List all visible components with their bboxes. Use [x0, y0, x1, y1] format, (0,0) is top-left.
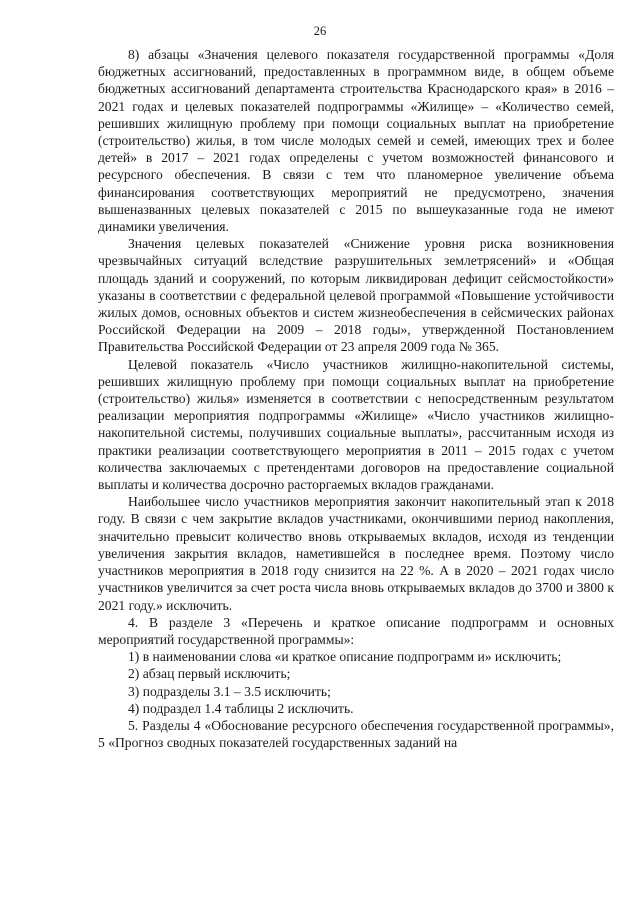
- page-number: 26: [313, 24, 327, 38]
- document-body: [98, 46, 614, 751]
- paragraph-section-4-5: 5. Разделы 4 «Обоснование ресурсного обеспечения государственной программы», 5 «Прогноз сводных показателей государственных заданий на: [98, 717, 614, 751]
- paragraph-section-3: 4. В разделе 3 «Перечень и краткое описание подпрограмм и основных мероприятий государственной программы»:: [98, 614, 614, 647]
- paragraph-1: 8) абзацы «Значения целевого показателя государственной программы «Доля бюджетных ассигнований, предоставленных в программном виде, в общем объеме бюджетных ассигнований департамента строительства Краснодарского края» в 2016 – 2021 годах и целевых показателей подпрограммы «Жилище» – «Количество семей, решивших жилищную проблему при помощи социальных выплат на приобретение (строительство) жилья, в том числе молодых семей и семей, имеющих трех и более детей» в 2017 – 2021 годах определены с учетом возможностей финансового и ресурсного обеспечения. В связи с тем что планомерное увеличение объема финансирования соответствующих мероприятий не предусмотрено, значения вышеназванных целевых показателей с 2015 по вышеуказанные года не имеют динамики увеличения.: [98, 47, 614, 235]
- paragraph-4: Наибольшее число участников мероприятия закончит накопительный этап к 2018 году. В связи с чем закрытие вкладов участниками, окончившими период накопления, значительно превысит количество вновь открываемых вкладов, исходя из тенденции увеличения закрытия вкладов, наметившейся в последнее время. Поэтому число участников мероприятия в 2018 году снизится на 22 %. А в 2020 – 2021 годах число участников увеличится за счет роста числа вновь открываемых вкладов до 3700 и 3800 к 2021 году.» исключить.: [98, 494, 614, 613]
- list-item-1: 1) в наименовании слова «и краткое описание подпрограмм и» исключить;: [128, 649, 562, 665]
- paragraph-3: Целевой показатель «Число участников жилищно-накопительной системы, решивших жилищную проблему при помощи социальных выплат на приобретение (строительство) жилья» изменяется в соответствии с непосредственным результатом реализации мероприятия подпрограммы «Жилище» «Число участников жилищно-накопительной системы, получивших социальные выплаты», рассчитанным исходя из практики реализации соответствующего мероприятия в 2011 – 2015 годах с учетом количества заключаемых с претендентами договоров на предоставление социальной выплаты и количества досрочно расторгаемых вкладов гражданами.: [98, 356, 614, 493]
- list-item-4: 4) подраздел 1.4 таблицы 2 исключить.: [128, 700, 354, 716]
- paragraph-2: Значения целевых показателей «Снижение уровня риска возникновения чрезвычайных ситуаций вследствие разрушительных землетрясений» и «Общая площадь зданий и сооружений, по которым ликвидирован дефицит сейсмостойкости» указаны в соответствии с федеральной целевой программой «Повышение устойчивости жилых домов, основных объектов и систем жизнеобеспечения в сейсмических районах Российской Федерации на 2009 – 2018 годы», утвержденной Постановлением Правительства Российской Федерации от 23 апреля 2009 года № 365.: [98, 236, 614, 355]
- list-item-3: 3) подразделы 3.1 – 3.5 исключить;: [128, 683, 331, 699]
- list-item-2: 2) абзац первый исключить;: [128, 666, 291, 682]
